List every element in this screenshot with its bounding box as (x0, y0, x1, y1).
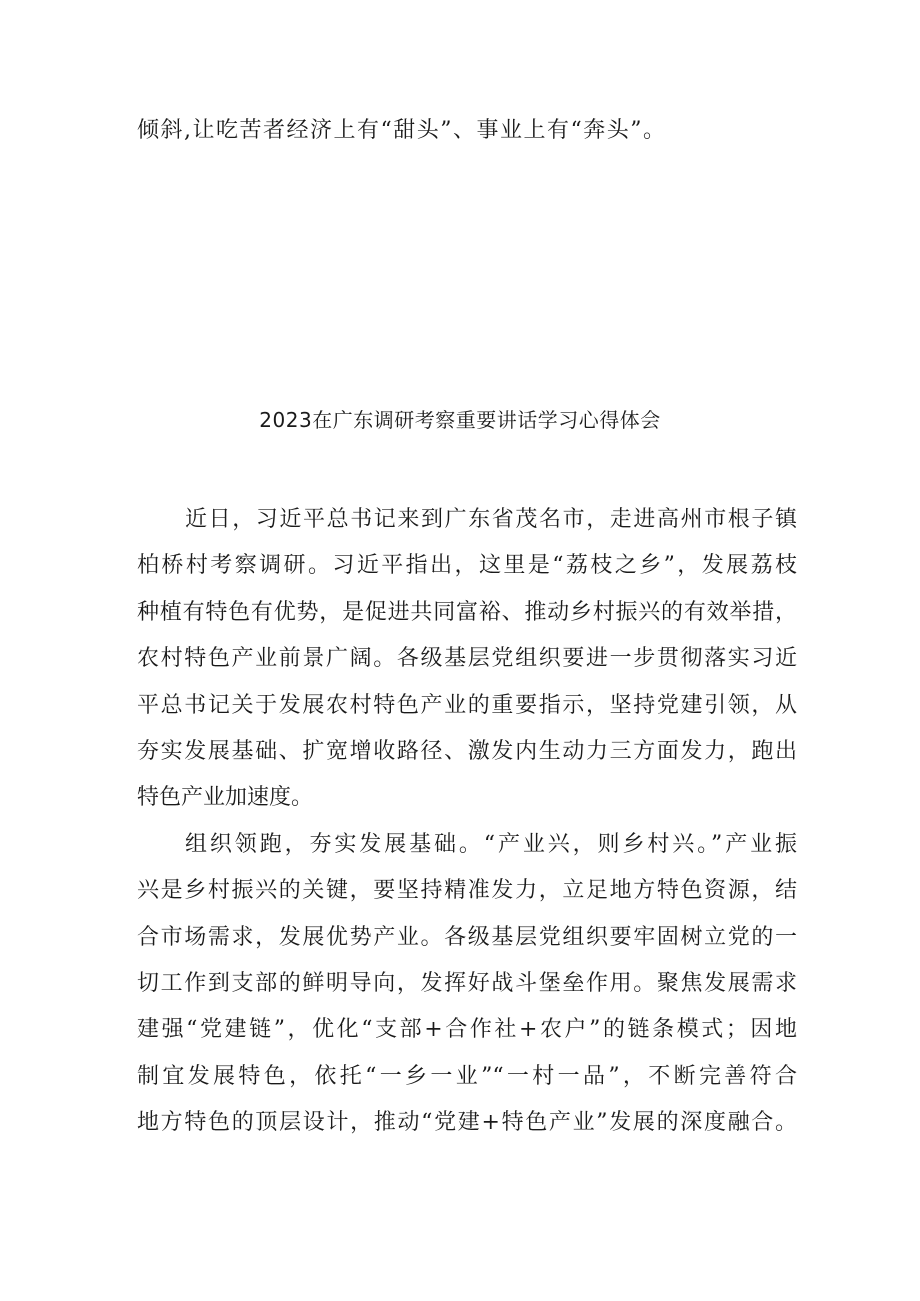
paragraph-line: 地方特色的顶层设计，推动“党建+特色产业”发展的深度融合。 (137, 1110, 797, 1136)
paragraph-line: 夯实发展基础、扩宽增收路径、激发内生动力三方面发力，跑出 (137, 738, 797, 764)
paragraph-line: 建强“党建链”，优化“支部+合作社+农户”的链条模式；因地 (137, 1017, 797, 1043)
paragraph-line: 制宜发展特色，依托“一乡一业”“一村一品”，不断完善符合 (137, 1063, 797, 1089)
paragraph-line: 切工作到支部的鲜明导向，发挥好战斗堡垒作用。聚焦发展需求 (137, 970, 797, 996)
paragraph-line: 平总书记关于发展农村特色产业的重要指示，坚持党建引领，从 (137, 692, 797, 718)
paragraph-line: 组织领跑，夯实发展基础。“产业兴，则乡村兴。”产业振 (185, 831, 797, 857)
paragraph-line: 种植有特色有优势，是促进共同富裕、推动乡村振兴的有效举措， (137, 599, 797, 625)
paragraph-line: 农村特色产业前景广阔。各级基层党组织要进一步贯彻落实习近 (137, 646, 797, 672)
document-title: 2023在广东调研考察重要讲话学习心得体会 (259, 408, 661, 432)
paragraph-line: 特色产业加速度。 (137, 785, 314, 811)
paragraph-line: 近日，习近平总书记来到广东省茂名市，走进高州市根子镇 (185, 507, 797, 532)
paragraph-line: 柏桥村考察调研。习近平指出，这里是“荔枝之乡”，发展荔枝 (137, 553, 797, 579)
paragraph-1 (137, 497, 797, 822)
paragraph-2 (137, 822, 797, 1147)
document-body (137, 497, 797, 1146)
paragraph-line: 合市场需求，发展优势产业。各级基层党组织要牢固树立党的一 (137, 924, 797, 950)
paragraph-line: 兴是乡村振兴的关键，要坚持精准发力，立足地方特色资源，结 (137, 878, 797, 904)
continuation-text: 倾斜,让吃苦者经济上有“甜头”、事业上有“奔头”。 (137, 118, 667, 143)
